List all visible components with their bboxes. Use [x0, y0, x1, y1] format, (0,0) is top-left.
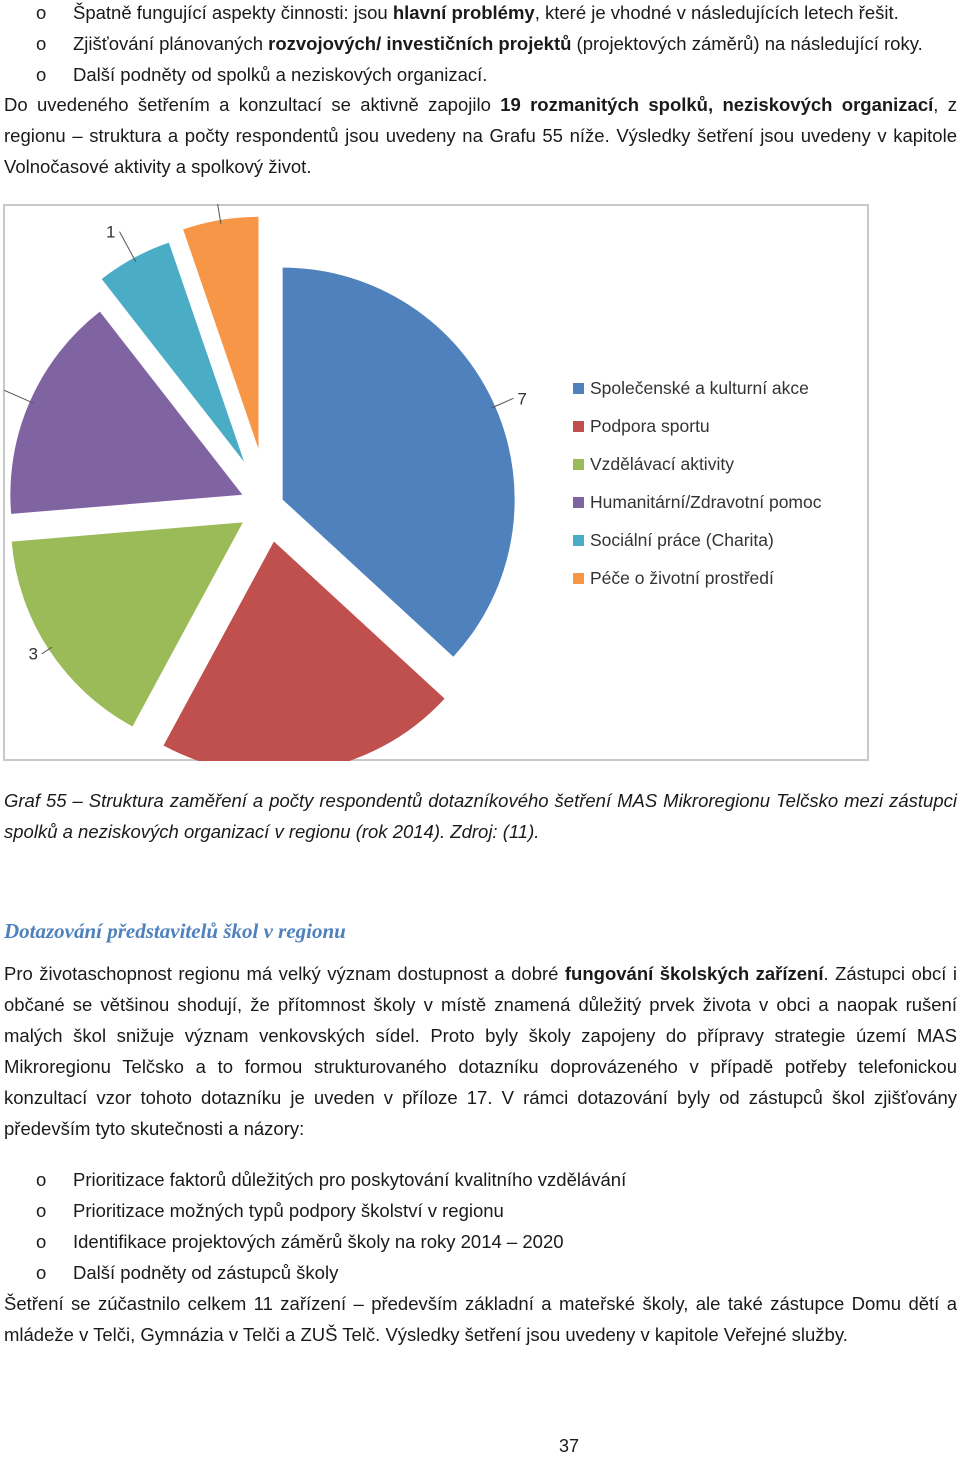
bold-text: rozvojových/ investičních projektů [268, 33, 572, 54]
text-run: Další podněty od spolků a neziskových organizací. [73, 64, 488, 85]
legend-label: Společenské a kulturní akce [590, 378, 809, 398]
list-item [0, 1164, 960, 1195]
text-run: Zjišťování plánovaných [73, 33, 269, 54]
text-run: . Zástupci obcí i občané se většinou shodují, že přítomnost školy v místě znamená důležitý prvek života v obci a naopak rušení malých škol snižuje význam venkovských sídel. Proto byly školy zapojeny do přípravy strategie území MAS Mikroregionu Telčsko a to formou strukturovaného dotazníku doprovázeného v případě potřeby telefonickou konzultací vzor tohoto dotazníku je uveden v příloze 17. V rámci dotazování byly od zástupců škol zjišťovány především tyto skutečnosti a názory: [4, 963, 957, 1139]
text-run: Do uvedeného šetřením a konzultací se aktivně zapojilo [4, 94, 501, 115]
bold-text: 19 rozmanitých spolků, neziskových organizací [500, 94, 934, 115]
text-run: Špatně fungující aspekty činnosti: jsou [73, 2, 393, 23]
chart-figure [3, 204, 869, 761]
school-bullet-list [0, 1164, 960, 1288]
legend-label: Sociální práce (Charita) [590, 530, 774, 550]
figure-caption: Graf 55 – Struktura zaměření a počty respondentů dotazníkového šetření MAS Mikroregionu Telčsko mezi zástupci spolků a neziskových organizací v regionu (rok 2014). Zdroj: (11). [4, 790, 957, 842]
list-item [0, 28, 960, 59]
intro-paragraph [4, 89, 957, 182]
data-label: 1 [106, 222, 116, 242]
bullet-mark: o [36, 33, 47, 54]
list-item [0, 0, 960, 28]
text-run: Další podněty od zástupců školy [73, 1262, 339, 1283]
text-run: , které je vhodné v následujících letech řešit. [534, 2, 899, 23]
bold-text: hlavní problémy [392, 2, 535, 23]
text-run: (projektových záměrů) na následující roky. [571, 33, 923, 54]
list-item [0, 1257, 960, 1288]
data-label: 7 [517, 389, 527, 409]
data-label: 3 [28, 644, 38, 664]
section-heading: Dotazování představitelů škol v regionu [4, 919, 346, 943]
legend-swatch [573, 535, 584, 546]
text-run: Prioritizace faktorů důležitých pro poskytování kvalitního vzdělávání [73, 1169, 627, 1190]
legend-label: Podpora sportu [590, 416, 710, 436]
bullet-mark: o [36, 1262, 47, 1283]
text-run: , z regionu – struktura a počty respondentů jsou uvedeny na Grafu 55 níže. Výsledky šetření jsou uvedeny v kapitole Volnočasové aktivity a spolkový život. [4, 94, 957, 177]
list-item [0, 1226, 960, 1257]
legend-swatch [573, 497, 584, 508]
page-number: 37 [558, 1436, 580, 1456]
bullet-mark: o [36, 64, 47, 85]
closing-paragraph: Šetření se zúčastnilo celkem 11 zařízení – především základní a mateřské školy, ale také zástupce Domu dětí a mládeže v Telči, Gymnázia v Telči a ZUŠ Telč. Výsledky šetření jsou uvedeny v kapitole Veřejné služby. [4, 1293, 957, 1345]
section-paragraph [4, 958, 957, 1144]
legend-label: Péče o životní prostředí [590, 568, 774, 588]
pie-chart [3, 204, 869, 761]
bullet-mark: o [36, 1231, 47, 1252]
legend-swatch [573, 573, 584, 584]
text-run: Prioritizace možných typů podpory školství v regionu [73, 1200, 504, 1221]
legend-swatch [573, 421, 584, 432]
list-item [0, 1195, 960, 1226]
bullet-mark: o [36, 2, 47, 23]
legend-label: Humanitární/Zdravotní pomoc [590, 492, 822, 512]
text-run: Pro životaschopnost regionu má velký význam dostupnost a dobré [4, 963, 565, 984]
text-run: Identifikace projektových záměrů školy na roky 2014 – 2020 [73, 1231, 564, 1252]
bullet-mark: o [36, 1169, 47, 1190]
legend-swatch [573, 383, 584, 394]
list-item [0, 59, 960, 90]
legend-swatch [573, 459, 584, 470]
top-bullet-list [0, 0, 960, 90]
bold-text: fungování školských zařízení [564, 963, 824, 984]
bullet-mark: o [36, 1200, 47, 1221]
legend-label: Vzdělávací aktivity [590, 454, 734, 474]
